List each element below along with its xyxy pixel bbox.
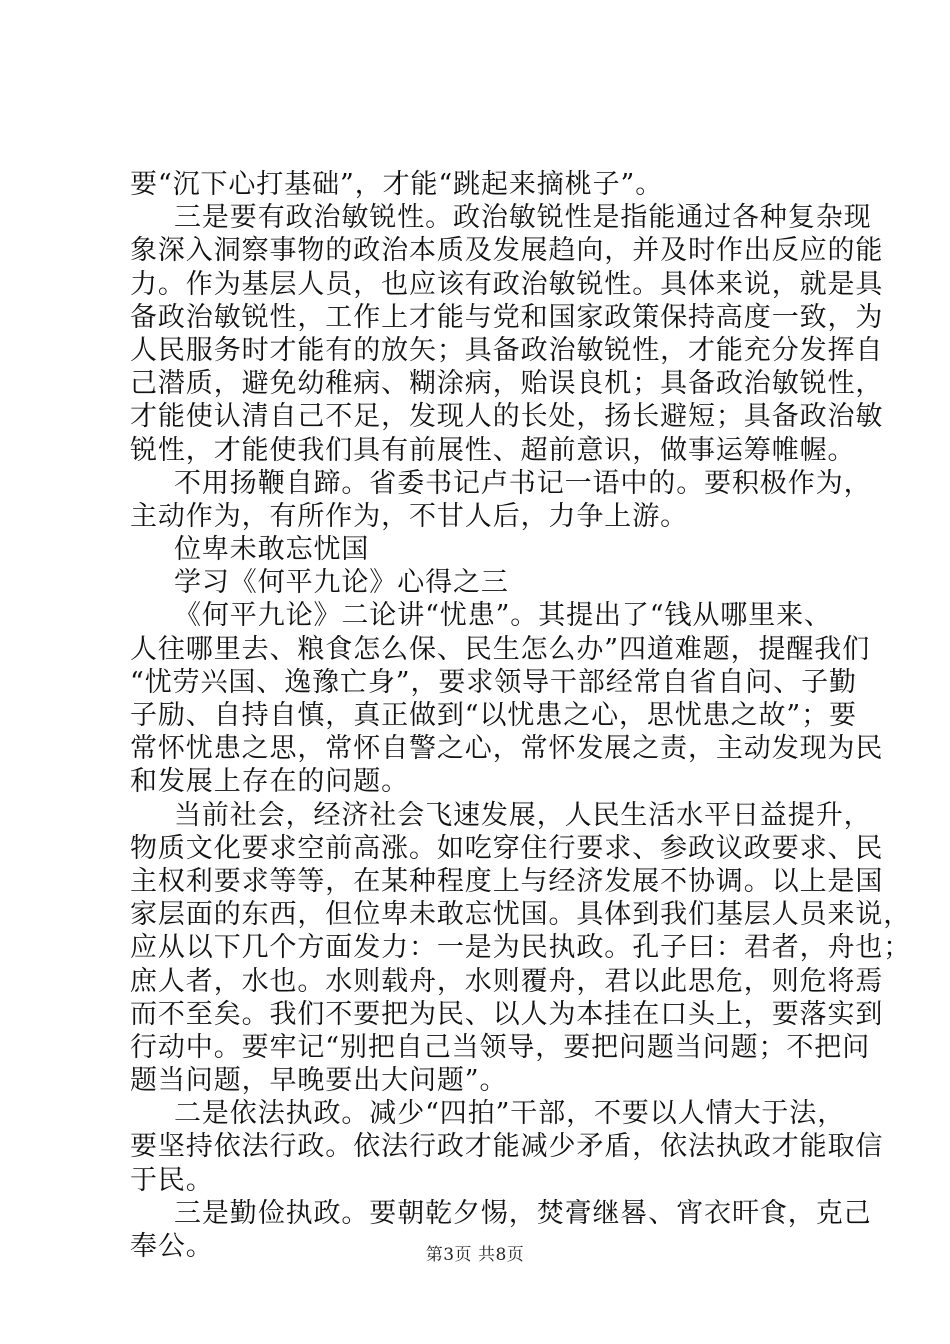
text-line: 三是勤俭执政。要朝乾夕惕，焚膏继晷、宵衣旰食，克己 bbox=[174, 1197, 872, 1229]
text-line: 当前社会，经济社会飞速发展，人民生活水平日益提升， bbox=[174, 799, 872, 831]
text-line: 要“沉下心打基础”，才能“跳起来摘桃子”。 bbox=[130, 169, 664, 200]
text-line: 学习《何平九论》心得之三 bbox=[174, 567, 509, 599]
text-line: 主权利要求等等，在某种程度上与经济发展不协调。以上是国 bbox=[130, 865, 884, 897]
text-line: 要坚持依法行政。依法行政才能减少矛盾，依法执政才能取信 bbox=[130, 1131, 884, 1163]
text-line: 《何平九论》二论讲“忧患”。其提出了“钱从哪里来、 bbox=[174, 600, 832, 632]
page-footer: 第3页 共8页 bbox=[425, 1245, 525, 1265]
text-line: 备政治敏锐性，工作上才能与党和国家政策保持高度一致，为 bbox=[130, 301, 884, 333]
text-line: 题当问题，早晚要出大问题”。 bbox=[130, 1065, 508, 1097]
text-line: 己潜质，避免幼稚病、糊涂病，贻误良机；具备政治敏锐性， bbox=[130, 368, 884, 400]
text-line: “忧劳兴国、逸豫亡身”，要求领导干部经常自省自问、子勤 bbox=[130, 666, 857, 698]
document-body bbox=[130, 168, 912, 1263]
text-line: 象深入洞察事物的政治本质及发展趋向，并及时作出反应的能 bbox=[130, 235, 884, 267]
text-line: 人民服务时才能有的放矢；具备政治敏锐性，才能充分发挥自 bbox=[130, 334, 884, 366]
text-line: 锐性，才能使我们具有前展性、超前意识，做事运筹帷幄。 bbox=[130, 434, 856, 466]
text-line: 物质文化要求空前高涨。如吃穿住行要求、参政议政要求、民 bbox=[130, 832, 884, 864]
text-line: 才能使认清自己不足，发现人的长处，扬长避短；具备政治敏 bbox=[130, 401, 884, 433]
text-line: 和发展上存在的问题。 bbox=[130, 766, 409, 798]
text-line: 三是要有政治敏锐性。政治敏锐性是指能通过各种复杂现 bbox=[174, 202, 872, 234]
text-line: 应从以下几个方面发力：一是为民执政。孔子曰：君者，舟也； bbox=[130, 932, 912, 964]
text-line: 于民。 bbox=[130, 1164, 214, 1196]
text-line: 二是依法执政。减少“四拍”干部，不要以人情大于法， bbox=[174, 1098, 846, 1130]
text-line: 庶人者，水也。水则载舟，水则覆舟，君以此思危，则危将焉 bbox=[130, 965, 884, 997]
text-line: 不用扬鞭自蹄。省委书记卢书记一语中的。要积极作为， bbox=[174, 467, 872, 499]
text-line: 家层面的东西，但位卑未敢忘忧国。具体到我们基层人员来说， bbox=[130, 899, 912, 931]
text-line: 人往哪里去、粮食怎么保、民生怎么办”四道难题，提醒我们 bbox=[130, 633, 871, 665]
text-line: 常怀忧患之思，常怀自警之心，常怀发展之责，主动发现为民 bbox=[130, 733, 884, 765]
text-line: 行动中。要牢记“别把自己当领导，要把问题当问题；不把问 bbox=[130, 1031, 871, 1063]
text-line: 奉公。 bbox=[130, 1231, 214, 1262]
text-line: 力。作为基层人员，也应该有政治敏锐性。具体来说，就是具 bbox=[130, 268, 884, 300]
text-line: 主动作为，有所作为，不甘人后，力争上游。 bbox=[130, 500, 688, 532]
text-line: 子励、自持自慎，真正做到“以忧患之心，思忧患之故”；要 bbox=[130, 700, 857, 731]
text-line: 位卑未敢忘忧国 bbox=[174, 534, 370, 566]
text-line: 而不至矣。我们不要把为民、以人为本挂在口头上，要落实到 bbox=[130, 998, 884, 1030]
